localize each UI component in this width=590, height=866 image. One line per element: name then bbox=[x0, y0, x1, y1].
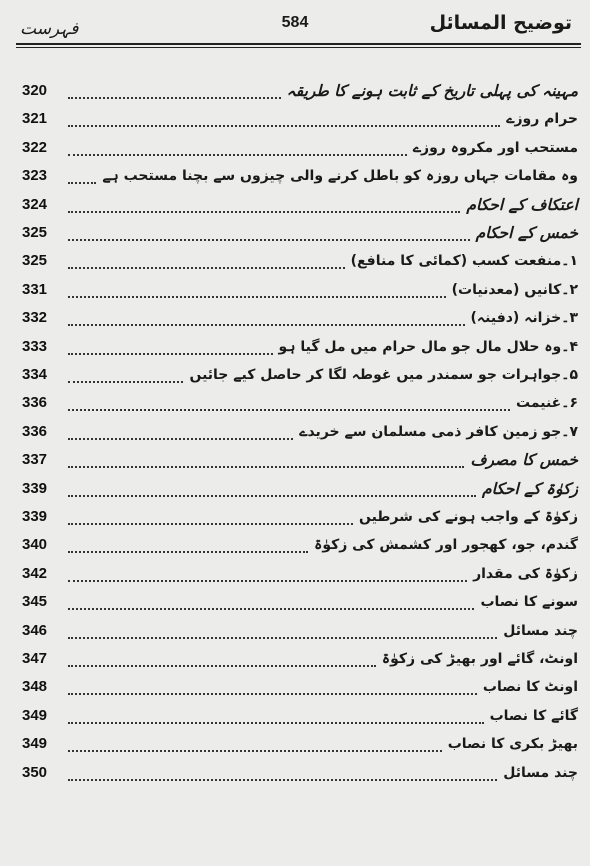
page-number: 584 bbox=[281, 14, 309, 31]
toc-entry bbox=[16, 676, 582, 702]
toc-entry bbox=[16, 620, 582, 646]
toc-page-number: 350 bbox=[22, 763, 48, 781]
toc-entry bbox=[16, 506, 582, 532]
toc-entry bbox=[16, 165, 582, 191]
toc-page-number: 320 bbox=[22, 82, 48, 99]
toc-page-number: 332 bbox=[22, 309, 48, 327]
toc-entry-title: زکوٰۃ کے واجب ہونے کی شرطیں bbox=[355, 506, 578, 528]
dot-leader bbox=[68, 551, 308, 553]
book-title: توضیح المسائل bbox=[429, 12, 572, 34]
toc-entry-title: مستحب اور مکروہ روزے bbox=[409, 137, 578, 159]
toc-page-number: 324 bbox=[22, 195, 48, 213]
toc-entry bbox=[16, 307, 582, 333]
toc-entry bbox=[16, 421, 582, 447]
dot-leader bbox=[68, 438, 293, 440]
dot-leader bbox=[68, 154, 407, 156]
toc-page-number: 336 bbox=[22, 394, 48, 412]
dot-leader bbox=[68, 722, 484, 724]
dot-leader bbox=[68, 665, 376, 667]
dot-leader bbox=[68, 381, 183, 383]
toc-page-number: 348 bbox=[22, 678, 48, 696]
toc-entry bbox=[16, 222, 582, 248]
toc-entry bbox=[16, 137, 582, 163]
dot-leader bbox=[68, 637, 497, 639]
toc-entry-title: چند مسائل bbox=[499, 762, 578, 784]
dot-leader bbox=[68, 125, 500, 127]
dot-leader bbox=[68, 750, 442, 752]
toc-entry bbox=[16, 534, 582, 560]
dot-leader bbox=[68, 97, 281, 99]
toc-entry-title: گائے کا نصاب bbox=[486, 705, 578, 727]
toc-page-number: 345 bbox=[22, 593, 48, 611]
dot-leader bbox=[68, 353, 273, 355]
toc-page-number: 333 bbox=[22, 337, 48, 355]
dot-leader bbox=[68, 523, 353, 525]
toc-entry-title: بھیڑ بکری کا نصاب bbox=[444, 733, 578, 755]
toc-page-number: 323 bbox=[22, 167, 48, 185]
toc-entry bbox=[16, 279, 582, 305]
toc-page-number: 321 bbox=[22, 110, 48, 128]
toc-page-number: 331 bbox=[22, 280, 48, 298]
toc-entry-title: اعتکاف کے احکام bbox=[462, 194, 578, 216]
toc-entry bbox=[16, 648, 582, 674]
toc-entry bbox=[16, 478, 582, 504]
toc-entry bbox=[16, 705, 582, 731]
toc-entry-title: ۳۔خزانہ (دفینہ) bbox=[467, 307, 578, 329]
toc-page-number: 342 bbox=[22, 564, 48, 582]
toc-entry bbox=[16, 762, 582, 788]
dot-leader bbox=[68, 296, 446, 298]
toc-entry bbox=[16, 80, 582, 106]
dot-leader bbox=[68, 182, 96, 184]
header-rule bbox=[16, 43, 581, 48]
page-header bbox=[0, 0, 590, 44]
toc-entry bbox=[16, 591, 582, 617]
dot-leader bbox=[68, 239, 470, 241]
toc-entry-title: وہ مقامات جہاں روزہ کو باطل کرنے والی چیزوں سے بچنا مستحب ہے bbox=[98, 165, 578, 187]
toc-entry bbox=[16, 336, 582, 362]
section-title: فہرست bbox=[20, 19, 79, 39]
toc-entry-title: گندم، جو، کھجور اور کشمش کی زکوٰۃ bbox=[310, 534, 578, 556]
toc-entry bbox=[16, 108, 582, 134]
dot-leader bbox=[68, 211, 460, 213]
dot-leader bbox=[68, 409, 510, 411]
toc-entry bbox=[16, 733, 582, 759]
toc-entry bbox=[16, 392, 582, 418]
toc-entry-title: زکوٰۃ کے احکام bbox=[478, 478, 578, 500]
toc-entry-title: خمس کا مصرف bbox=[466, 449, 578, 471]
toc-page-number: 336 bbox=[22, 422, 48, 440]
toc-entry bbox=[16, 250, 582, 276]
toc-page-number: 334 bbox=[22, 366, 48, 383]
dot-leader bbox=[68, 495, 476, 497]
dot-leader bbox=[68, 608, 474, 610]
toc-page-number: 346 bbox=[22, 621, 48, 639]
toc-entry-title: ۲۔کانیں (معدنیات) bbox=[448, 279, 578, 301]
toc-page-number: 340 bbox=[22, 536, 48, 554]
toc-page-number: 347 bbox=[22, 650, 48, 667]
toc-entry-title: خمس کے احکام bbox=[472, 222, 578, 244]
toc-entry-title: ۵۔جواہرات جو سمندر میں غوطہ لگا کر حاصل کیے جائیں bbox=[185, 364, 578, 386]
toc-entry-title: مہینہ کی پہلی تاریخ کے ثابت ہونے کا طریقہ bbox=[283, 80, 578, 102]
toc-entry-title: ۴۔وہ حلال مال جو مال حرام میں مل گیا ہو bbox=[275, 336, 579, 358]
toc-entry-title: چند مسائل bbox=[499, 620, 578, 642]
dot-leader bbox=[68, 466, 464, 468]
toc-entry-title: ۱۔منفعت کسب (کمائی کا منافع) bbox=[347, 250, 578, 272]
toc-entry bbox=[16, 563, 582, 589]
toc-page-number: 325 bbox=[22, 252, 48, 270]
toc-entry-title: زکوٰۃ کی مقدار bbox=[469, 563, 578, 585]
toc-page-number: 349 bbox=[22, 735, 48, 753]
toc-page-number: 349 bbox=[22, 706, 48, 724]
dot-leader bbox=[68, 693, 477, 695]
dot-leader bbox=[68, 324, 465, 326]
toc-entry-title: اونٹ کا نصاب bbox=[479, 676, 578, 698]
toc-page-number: 339 bbox=[22, 508, 48, 525]
toc-entry-title: ۷۔جو زمین کافر ذمی مسلمان سے خریدے bbox=[295, 421, 578, 443]
toc-entry bbox=[16, 194, 582, 220]
toc-page-number: 339 bbox=[22, 479, 48, 497]
toc-page-number: 337 bbox=[22, 451, 48, 469]
dot-leader bbox=[68, 580, 467, 582]
dot-leader bbox=[68, 779, 497, 781]
toc-entry-title: حرام روزے bbox=[502, 108, 578, 130]
toc-entry bbox=[16, 449, 582, 475]
toc-entry bbox=[16, 364, 582, 390]
toc-entry-title: سونے کا نصاب bbox=[476, 591, 578, 613]
toc-page-number: 325 bbox=[22, 224, 48, 241]
toc-entry-title: ۶۔غنیمت bbox=[512, 392, 578, 414]
dot-leader bbox=[68, 267, 345, 269]
toc-entry-title: اونٹ، گائے اور بھیڑ کی زکوٰۃ bbox=[378, 648, 578, 670]
toc-page-number: 322 bbox=[22, 138, 48, 156]
